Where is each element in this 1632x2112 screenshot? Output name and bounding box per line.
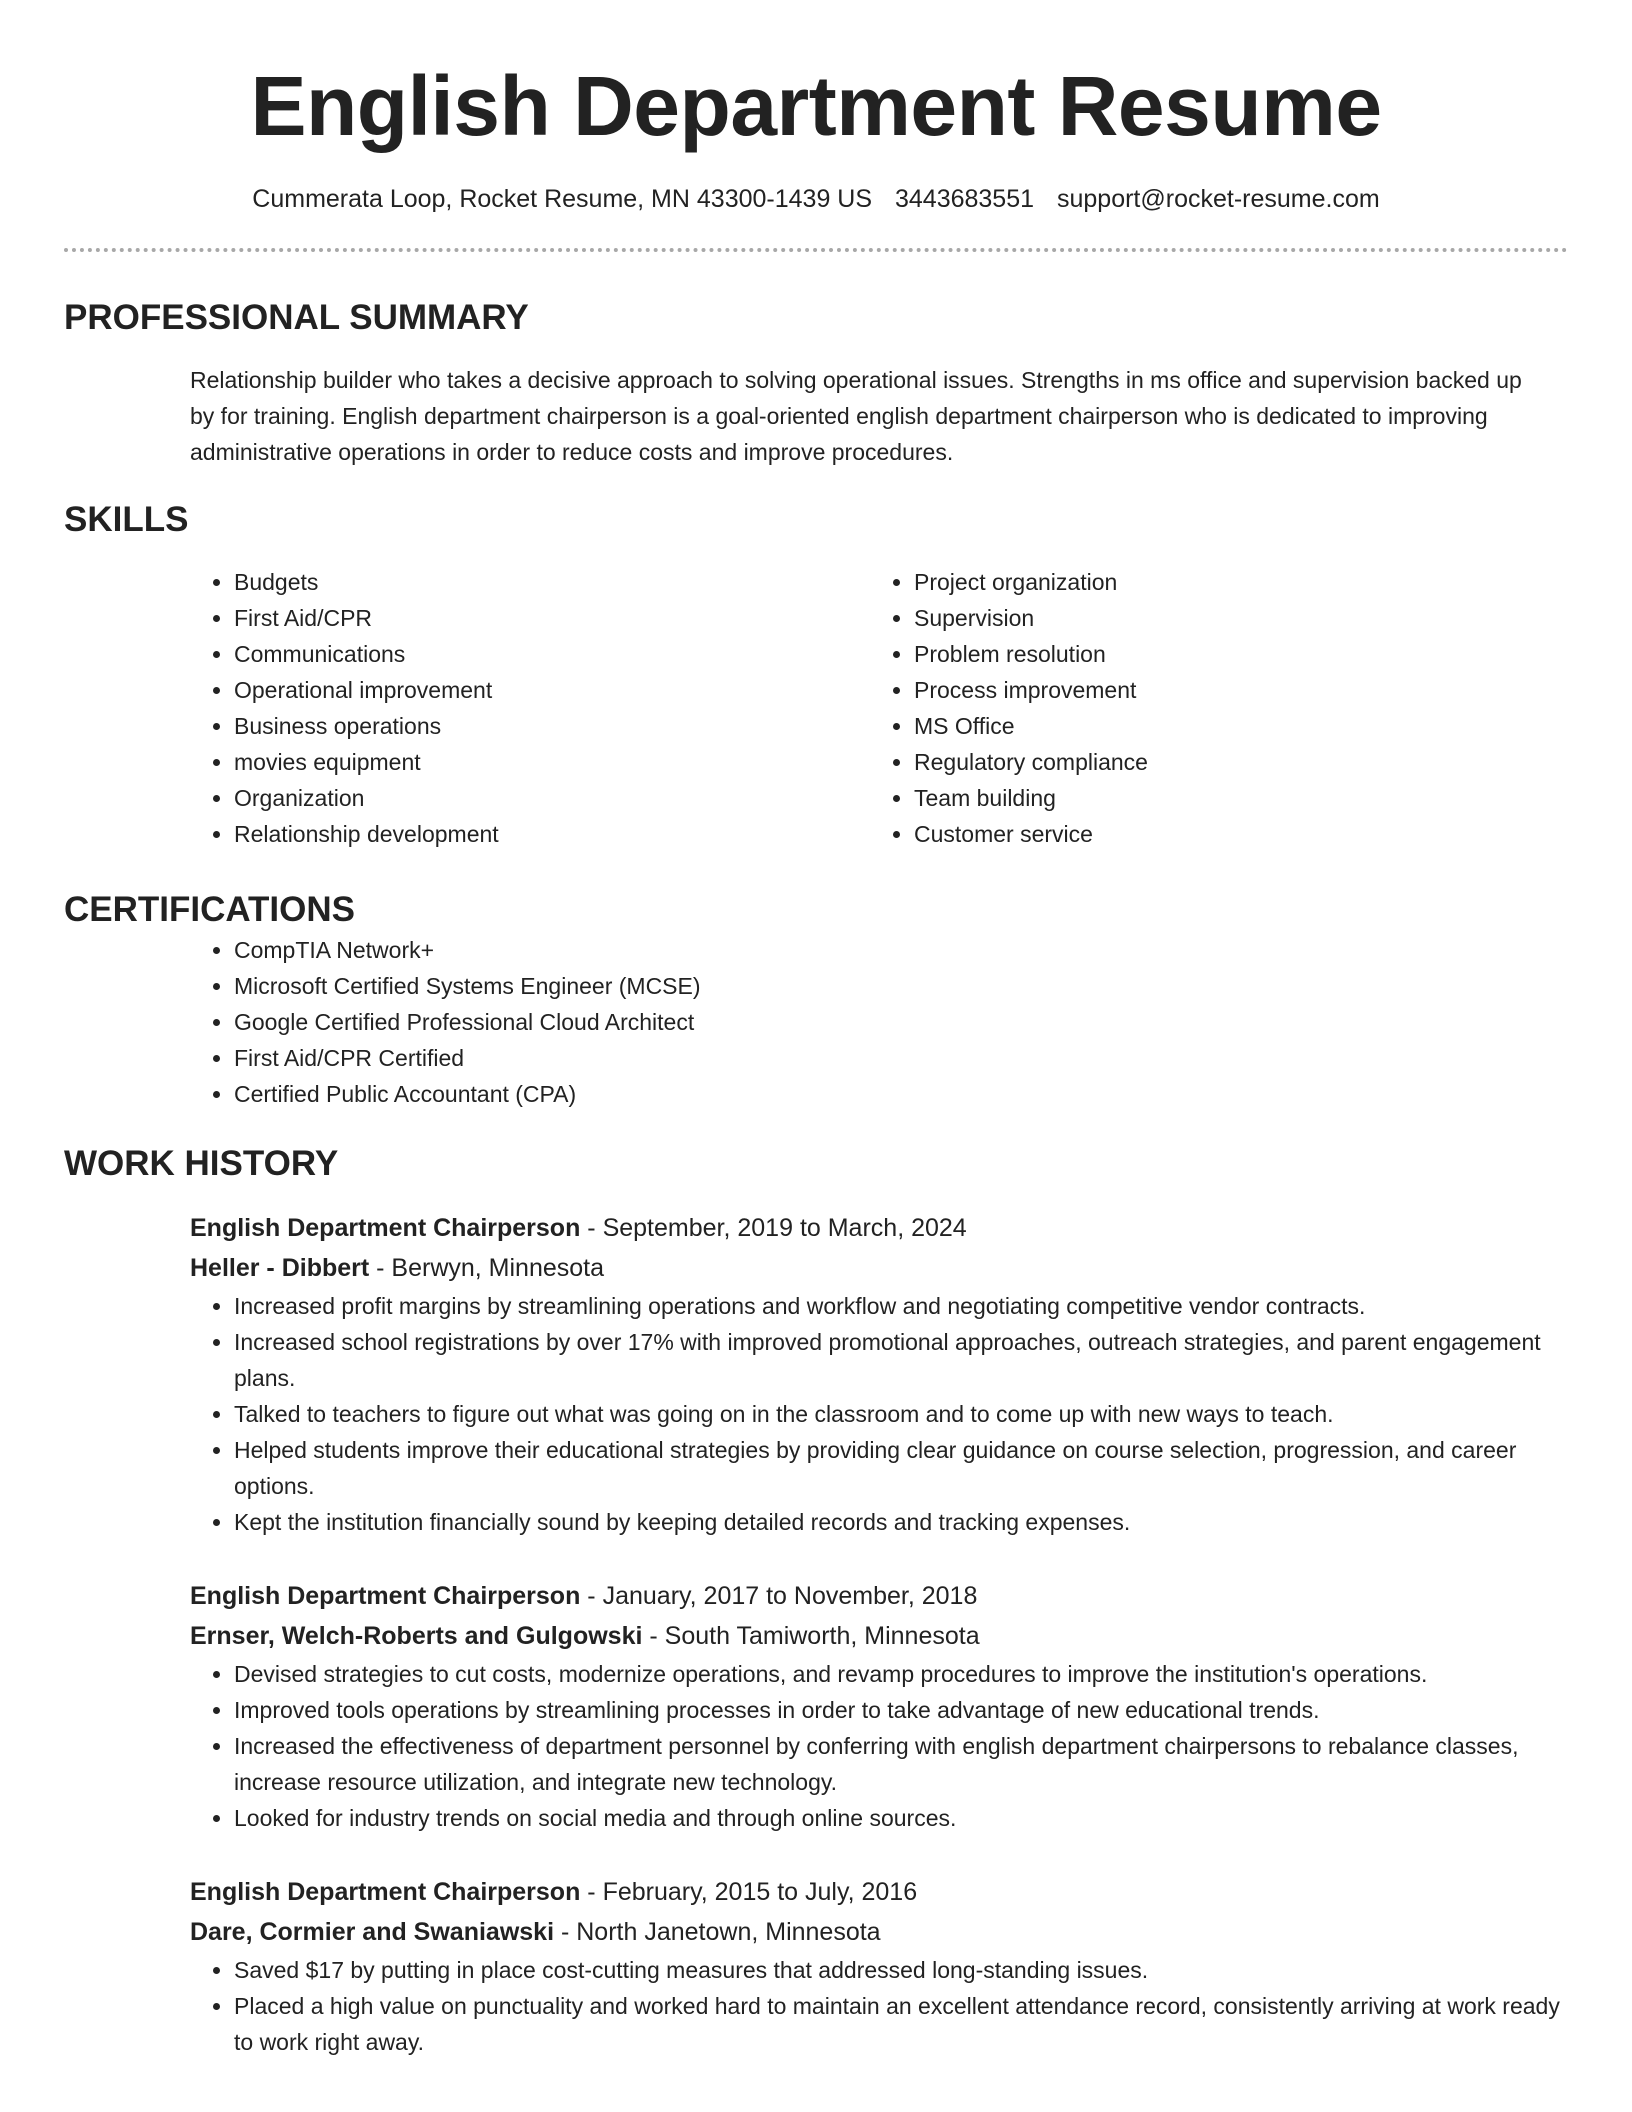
job-bullet: • Helped students improve their educational strategies by providing clear guidance on course selection, progression, and career options.: [234, 1432, 1568, 1504]
skill-item: • Regulatory compliance: [914, 744, 1550, 780]
certification-item: • First Aid/CPR Certified: [234, 1040, 1568, 1076]
job-bullet: • Increased school registrations by over 17% with improved promotional approaches, outreach strategies, and parent engagement plans.: [234, 1324, 1568, 1396]
job-company-line: [190, 1616, 1568, 1656]
job-title-line: [190, 1576, 1568, 1616]
job-company: Ernser, Welch-Roberts and Gulgowski: [190, 1622, 643, 1650]
skills-section: [64, 498, 1568, 852]
job-bullet: • Improved tools operations by streamlining processes in order to take advantage of new educational trends.: [234, 1692, 1568, 1728]
professional-summary-section: [64, 296, 1568, 470]
job-location: - North Janetown, Minnesota: [554, 1918, 881, 1946]
job-company: Dare, Cormier and Swaniawski: [190, 1918, 555, 1946]
job-title: English Department Chairperson: [190, 1582, 581, 1610]
job-entry: [190, 1208, 1568, 1540]
skill-item: • First Aid/CPR: [234, 600, 870, 636]
header-divider: [64, 248, 1568, 252]
job-company-line: [190, 1248, 1568, 1288]
skills-column-left: [190, 564, 870, 852]
job-dates: - January, 2017 to November, 2018: [580, 1582, 978, 1610]
job-title: English Department Chairperson: [190, 1878, 581, 1906]
contact-email: support@rocket-resume.com: [1056, 185, 1380, 213]
job-bullet: • Kept the institution financially sound by keeping detailed records and tracking expenses.: [234, 1504, 1568, 1540]
skills-list-right: [870, 564, 1550, 852]
job-location: - Berwyn, Minnesota: [369, 1254, 605, 1282]
job-location: - South Tamiworth, Minnesota: [642, 1622, 980, 1650]
skill-item: • Budgets: [234, 564, 870, 600]
skill-item: • Business operations: [234, 708, 870, 744]
contact-phone: 3443683551: [894, 185, 1035, 213]
job-bullet: • Saved $17 by putting in place cost-cutting measures that addressed long-standing issues.: [234, 1952, 1568, 1988]
contact-address: Cummerata Loop, Rocket Resume, MN 43300-1439 US: [252, 185, 873, 213]
job-dates: - February, 2015 to July, 2016: [580, 1878, 918, 1906]
certifications-section: [64, 888, 1568, 1112]
certification-item: • Certified Public Accountant (CPA): [234, 1076, 1568, 1112]
section-title-work-history: WORK HISTORY: [64, 1144, 339, 1183]
skill-item: • Operational improvement: [234, 672, 870, 708]
job-company-line: [190, 1912, 1568, 1952]
job-entry: [190, 1576, 1568, 1836]
job-title-line: [190, 1208, 1568, 1248]
job-bullet: • Placed a high value on punctuality and worked hard to maintain an excellent attendance record, consistently arriving at work ready to work right away.: [234, 1988, 1568, 2060]
summary-text: Relationship builder who takes a decisive approach to solving operational issues. Strengths in ms office and supervision backed up by for training. English department chairperson is a goal-oriented english department chairperson who is dedicated to improving administrative operations in order to reduce costs and improve procedures.: [190, 367, 1522, 465]
skill-item: • Organization: [234, 780, 870, 816]
skills-column-right: [870, 564, 1550, 852]
job-bullets: [190, 1952, 1568, 2060]
job-entry: [190, 1872, 1568, 2060]
resume-title: English Department Resume: [250, 59, 1382, 153]
skill-item: • Problem resolution: [914, 636, 1550, 672]
section-title-skills: SKILLS: [64, 500, 189, 539]
contact-line: [64, 182, 1568, 216]
skill-item: • movies equipment: [234, 744, 870, 780]
section-title-certifications: CERTIFICATIONS: [64, 890, 356, 929]
skills-list-left: [190, 564, 870, 852]
job-title-line: [190, 1872, 1568, 1912]
job-company: Heller - Dibbert: [190, 1254, 370, 1282]
job-bullet: • Increased the effectiveness of department personnel by conferring with english department chairpersons to rebalance classes, increase resource utilization, and integrate new technology.: [234, 1728, 1568, 1800]
job-title: English Department Chairperson: [190, 1214, 581, 1242]
job-dates: - September, 2019 to March, 2024: [580, 1214, 967, 1242]
skill-item: • Process improvement: [914, 672, 1550, 708]
work-history-section: [64, 1142, 1568, 2060]
job-bullets: [190, 1656, 1568, 1836]
certifications-list: [190, 932, 1568, 1112]
job-bullet: • Talked to teachers to figure out what was going on in the classroom and to come up with new ways to teach.: [234, 1396, 1568, 1432]
job-bullet: • Looked for industry trends on social media and through online sources.: [234, 1800, 1568, 1836]
skill-item: • Relationship development: [234, 816, 870, 852]
certification-item: • Google Certified Professional Cloud Architect: [234, 1004, 1568, 1040]
job-bullets: [190, 1288, 1568, 1540]
certification-item: • Microsoft Certified Systems Engineer (MCSE): [234, 968, 1568, 1004]
job-bullet: • Devised strategies to cut costs, modernize operations, and revamp procedures to improve the institution's operations.: [234, 1656, 1568, 1692]
skill-item: • MS Office: [914, 708, 1550, 744]
skills-grid: [190, 564, 1568, 852]
skill-item: • Customer service: [914, 816, 1550, 852]
skill-item: • Communications: [234, 636, 870, 672]
skill-item: • Supervision: [914, 600, 1550, 636]
certification-item: • CompTIA Network+: [234, 932, 1568, 968]
skill-item: • Team building: [914, 780, 1550, 816]
skill-item: • Project organization: [914, 564, 1550, 600]
job-bullet: • Increased profit margins by streamlining operations and workflow and negotiating competitive vendor contracts.: [234, 1288, 1568, 1324]
section-title-summary: PROFESSIONAL SUMMARY: [64, 298, 529, 337]
